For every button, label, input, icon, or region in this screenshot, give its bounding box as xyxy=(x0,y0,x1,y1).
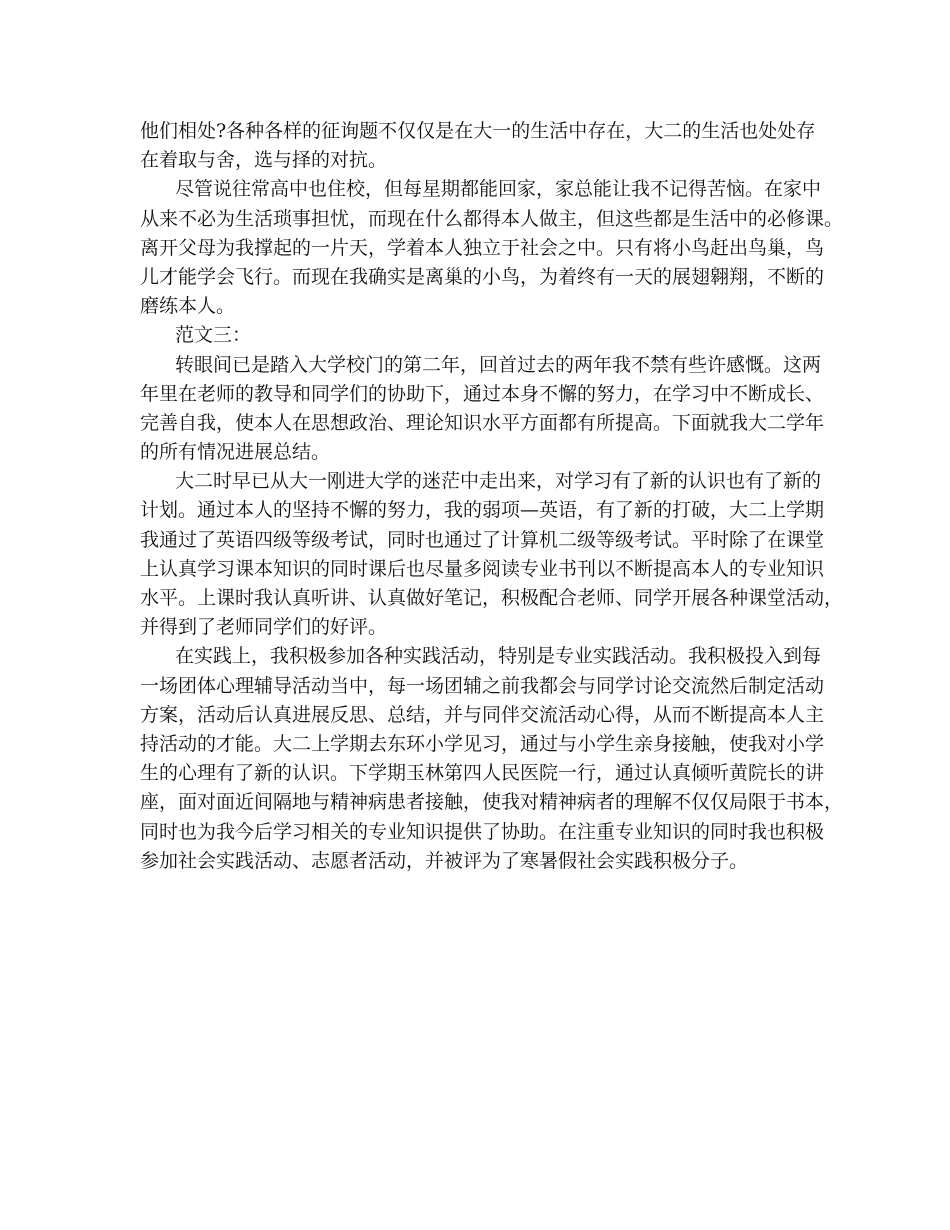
text-line: 他们相处?各种各样的征询题不仅仅是在大一的生活中存在，大二的生活也处处存 xyxy=(140,120,816,142)
text-line: 年里在老师的教导和同学们的协助下，通过本身不懈的努力，在学习中不断成长、 xyxy=(140,382,825,405)
text-line: 参加社会实践活动、志愿者活动，并被评为了寒暑假社会实践积极分子。 xyxy=(140,849,749,872)
text-line: 在着取与舍，选与择的对抗。 xyxy=(140,149,388,172)
text-line: 儿才能学会飞行。而现在我确实是离巢的小鸟，为着终有一天的展翅翱翔，不断的 xyxy=(140,265,825,288)
text-line: 从来不必为生活琐事担忧，而现在什么都得本人做主，但这些都是生活中的必修课。 xyxy=(140,207,844,230)
text-line: 水平。上课时我认真听讲、认真做好笔记，积极配合老师、同学开展各种课堂活动， xyxy=(140,587,844,609)
text-line: 尽管说往常高中也住校，但每星期都能回家，家总能让我不记得苦恼。在家中 xyxy=(175,178,822,201)
text-line: 大二时早已从大一刚进大学的迷茫中走出来，对学习有了新的认识也有了新的 xyxy=(175,470,822,493)
text-line: 转眼间已是踏入大学校门的第二年，回首过去的两年我不禁有些许感慨。这两 xyxy=(175,353,822,376)
text-line: 磨练本人。 xyxy=(140,295,236,318)
text-line: 的所有情况进展总结。 xyxy=(140,441,331,464)
text-line: 离开父母为我撑起的一片天，学着本人独立于社会之中。只有将小鸟赶出鸟巢，鸟 xyxy=(140,236,825,259)
text-line: 座，面对面近间隔地与精神病患者接触，使我对精神病者的理解不仅仅局限于书本， xyxy=(140,791,844,814)
document-body xyxy=(140,117,844,876)
text-line: 生的心理有了新的认识。下学期玉林第四人民医院一行，通过认真倾听黄院长的讲 xyxy=(140,762,825,785)
text-line: 范文三： xyxy=(175,324,252,347)
text-line: 同时也为我今后学习相关的专业知识提供了协助。在注重专业知识的同时我也积极 xyxy=(140,820,825,843)
text-line: 在实践上，我积极参加各种实践活动，特别是专业实践活动。我积极投入到每 xyxy=(175,645,822,668)
text-line: 并得到了老师同学们的好评。 xyxy=(140,616,388,639)
text-line: 持活动的才能。大二上学期去东环小学见习，通过与小学生亲身接触，使我对小学 xyxy=(140,732,825,755)
text-line: 方案，活动后认真进展反思、总结，并与同伴交流活动心得，从而不断提高本人主 xyxy=(140,703,825,726)
text-line: 一场团体心理辅导活动当中，每一场团辅之前我都会与同学讨论交流然后制定活动 xyxy=(140,674,825,697)
text-line: 计划。通过本人的坚持不懈的努力，我的弱项—英语，有了新的打破，大二上学期 xyxy=(140,499,825,522)
text-line: 上认真学习课本知识的同时课后也尽量多阅读专业书刊以不断提高本人的专业知识 xyxy=(140,557,825,580)
text-line: 我通过了英语四级等级考试，同时也通过了计算机二级等级考试。平时除了在课堂 xyxy=(140,528,825,551)
text-line: 完善自我，使本人在思想政治、理论知识水平方面都有所提高。下面就我大二学年 xyxy=(140,411,825,434)
